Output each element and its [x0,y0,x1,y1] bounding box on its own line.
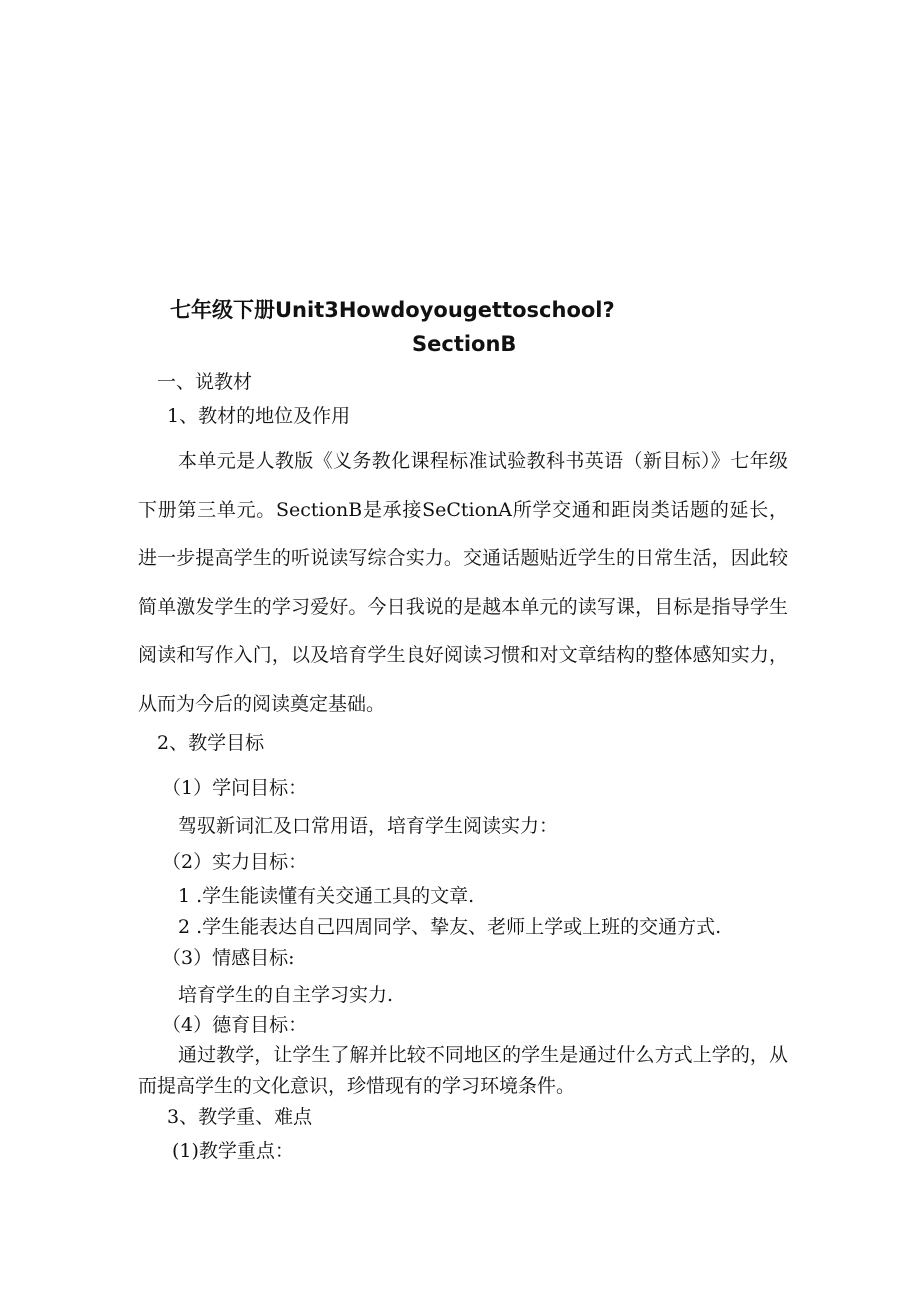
key-heading-focus: (1)教学重点： [172,1140,294,1162]
goal-item-ability-1: 1 .学生能读懂有关交通工具的文章. [178,885,475,907]
goal-heading-moral: （4）德育目标： [162,1014,308,1036]
document-title: 七年级下册Unit3Howdoyougettoschool? [170,298,615,322]
subsection-heading-1-1: 1、教材的地位及作用 [167,405,351,427]
goal-text-knowledge: 驾驭新词汇及口常用语，培育学生阅读实力： [178,815,559,837]
goal-text-emotion: 培育学生的自主学习实力. [178,984,394,1006]
paragraph-moral-goal: 通过教学，让学生了解并比较不同地区的学生是通过什么方式上学的，从而提高学生的文化意识，珍惜现有的学习环境条件。 [138,1044,788,1097]
subsection-heading-1-3: 3、教学重、难点 [167,1106,313,1128]
document-subtitle: SectionB [412,332,517,356]
paragraph-textbook-role: 本单元是人教版《义务教化课程标准试验教科书英语（新目标）》七年级下册第三单元。SectionB是承接SeCtionA所学交通和距岗类话题的延长，进一步提高学生的听说读写综合实力。交通话题贴近学生的日常生活，因此较简单激发学生的学习爱好。今日我说的是越本单元的读写课，目标是指导学生阅读和写作入门，以及培育学生良好阅读习惯和对文章结构的整体感知实力，从而为今后的阅读奠定基础。 [138,450,788,715]
section-heading-1: 一、说教材 [157,371,253,393]
goal-heading-knowledge: （1）学问目标： [162,777,308,799]
goal-heading-emotion: （3）情感目标: [162,947,295,969]
goal-heading-ability: （2）实力目标： [162,851,308,873]
subsection-heading-1-2: 2、教学目标 [157,732,265,754]
goal-item-ability-2: 2 .学生能表达自己四周同学、挚友、老师上学或上班的交通方式. [178,916,722,938]
